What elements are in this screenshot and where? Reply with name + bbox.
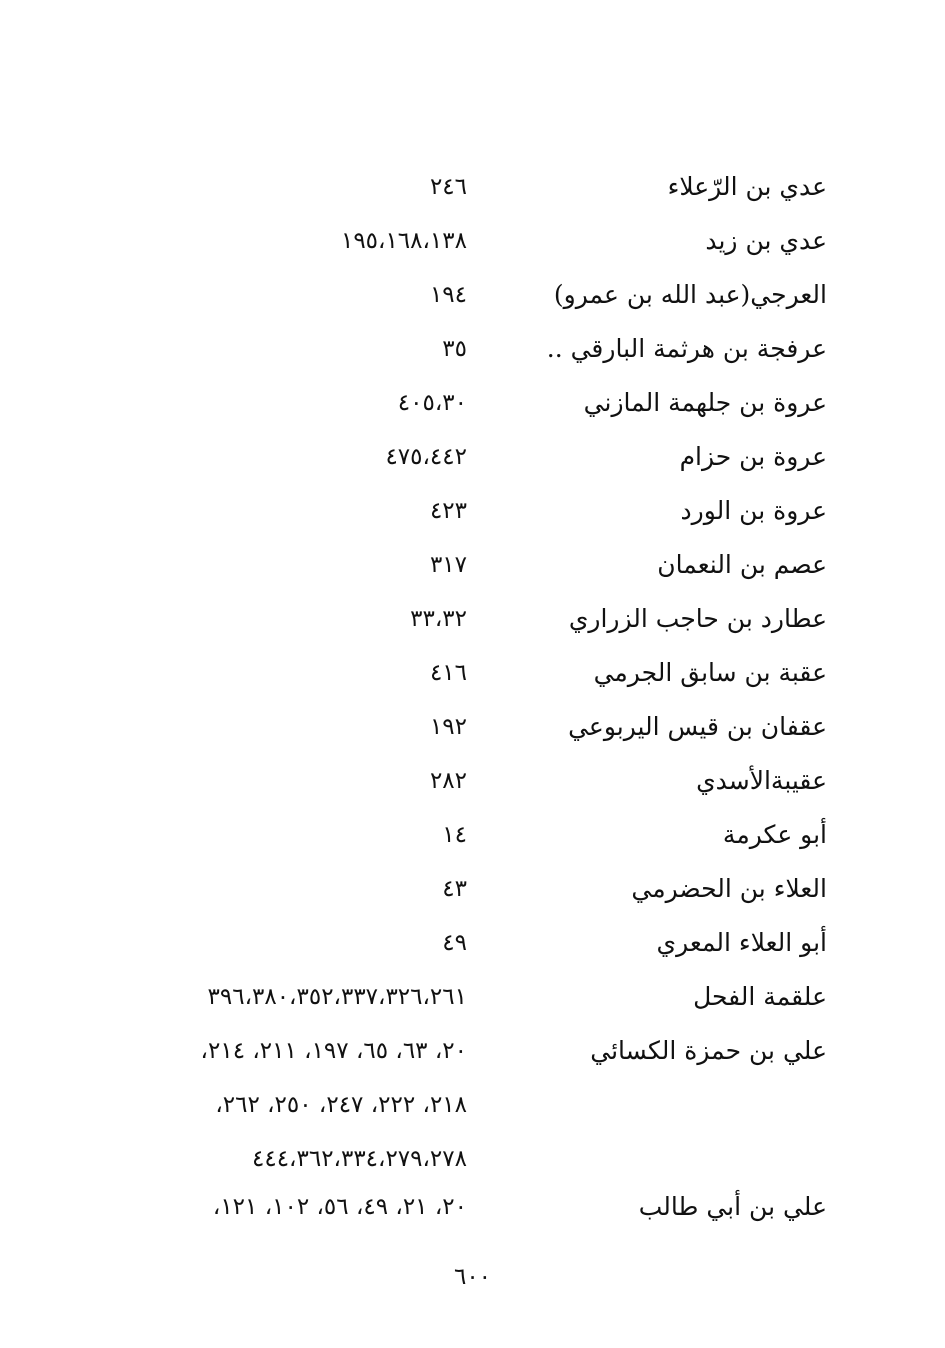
- index-entry: [0, 928, 945, 982]
- entry-name: علقمة الفحل: [693, 982, 827, 1011]
- index-entry: [0, 388, 945, 442]
- entry-name: علي بن حمزة الكسائي: [590, 1036, 827, 1065]
- entry-pages: ٣٩٦،٣٨٠،٣٥٢،٣٣٧،٣٢٦،٢٦١: [207, 984, 467, 1010]
- entry-name: عدي بن الرّعلاء: [667, 172, 827, 201]
- entry-name: العلاء بن الحضرمي: [631, 874, 827, 903]
- index-entry: [0, 982, 945, 1036]
- index-entry: [0, 874, 945, 928]
- entry-pages: ٤٧٥،٤٤٢: [385, 444, 467, 470]
- entry-name: عروة بن الورد: [680, 496, 827, 525]
- entry-name: أبو عكرمة: [722, 820, 827, 849]
- index-entry: [0, 226, 945, 280]
- entry-pages: ٤٣: [442, 876, 467, 902]
- entry-pages: ٤٠٥،٣٠: [397, 390, 467, 416]
- entry-name: عقيبةالأسدي: [696, 766, 827, 795]
- entry-pages: ١٩٤: [429, 282, 467, 308]
- entry-name: عروة بن حزام: [679, 442, 827, 471]
- entry-pages: ٤١٦: [429, 660, 467, 686]
- entry-pages-continuation: ٢١٨، ٢٢٢، ٢٤٧، ٢٥٠، ٢٦٢،: [215, 1092, 467, 1118]
- entry-pages: ١٩٥،١٦٨،١٣٨: [340, 228, 467, 254]
- entry-pages: ٢٨٢: [429, 768, 467, 794]
- index-entry: [0, 604, 945, 658]
- index-entry: [0, 280, 945, 334]
- entry-pages: ٢٠، ٢١، ٤٩، ٥٦، ١٠٢، ١٢١،: [212, 1194, 467, 1220]
- entry-pages: ٤٩: [442, 930, 467, 956]
- index-entry: [0, 820, 945, 874]
- index-entry: [0, 496, 945, 550]
- entry-pages: ٢٠، ٦٣، ٦٥، ١٩٧، ٢١١، ٢١٤،: [200, 1038, 467, 1064]
- entry-pages: ٣٥: [442, 336, 467, 362]
- entry-name: عقبة بن سابق الجرمي: [593, 658, 827, 687]
- index-entry: [0, 766, 945, 820]
- entry-name: عقفان بن قيس اليربوعي: [568, 712, 827, 741]
- entry-name: أبو العلاء المعري: [656, 928, 827, 957]
- entry-pages: ٢٤٦: [429, 174, 467, 200]
- index-entry: [0, 1036, 945, 1090]
- entry-name: العرجي(عبد الله بن عمرو): [553, 280, 827, 309]
- entry-pages: ١٤: [442, 822, 467, 848]
- entry-pages: ٣١٧: [429, 552, 467, 578]
- index-entry: [0, 1192, 945, 1246]
- index-entry: [0, 712, 945, 766]
- entry-name: عروة بن جلهمة المازني: [583, 388, 827, 417]
- index-entry: [0, 172, 945, 226]
- entry-name: عصم بن النعمان: [657, 550, 827, 579]
- entry-pages: ٣٣،٣٢: [410, 606, 467, 632]
- index-entry: [0, 658, 945, 712]
- entry-name: عرفجة بن هرثمة البارقي ..: [546, 334, 827, 363]
- entry-pages: ١٩٢: [429, 714, 467, 740]
- entry-name: عدي بن زيد: [705, 226, 827, 255]
- entry-name: علي بن أبي طالب: [638, 1192, 827, 1221]
- index-entry: [0, 334, 945, 388]
- entry-pages: ٤٢٣: [429, 498, 467, 524]
- entry-name: عطارد بن حاجب الزراري: [568, 604, 827, 633]
- index-entry: [0, 442, 945, 496]
- page-number: ٦٠٠: [453, 1264, 492, 1290]
- entry-pages-continuation: ٤٤٤،٣٦٢،٣٣٤،٢٧٩،٢٧٨: [252, 1146, 467, 1172]
- index-entry: [0, 550, 945, 604]
